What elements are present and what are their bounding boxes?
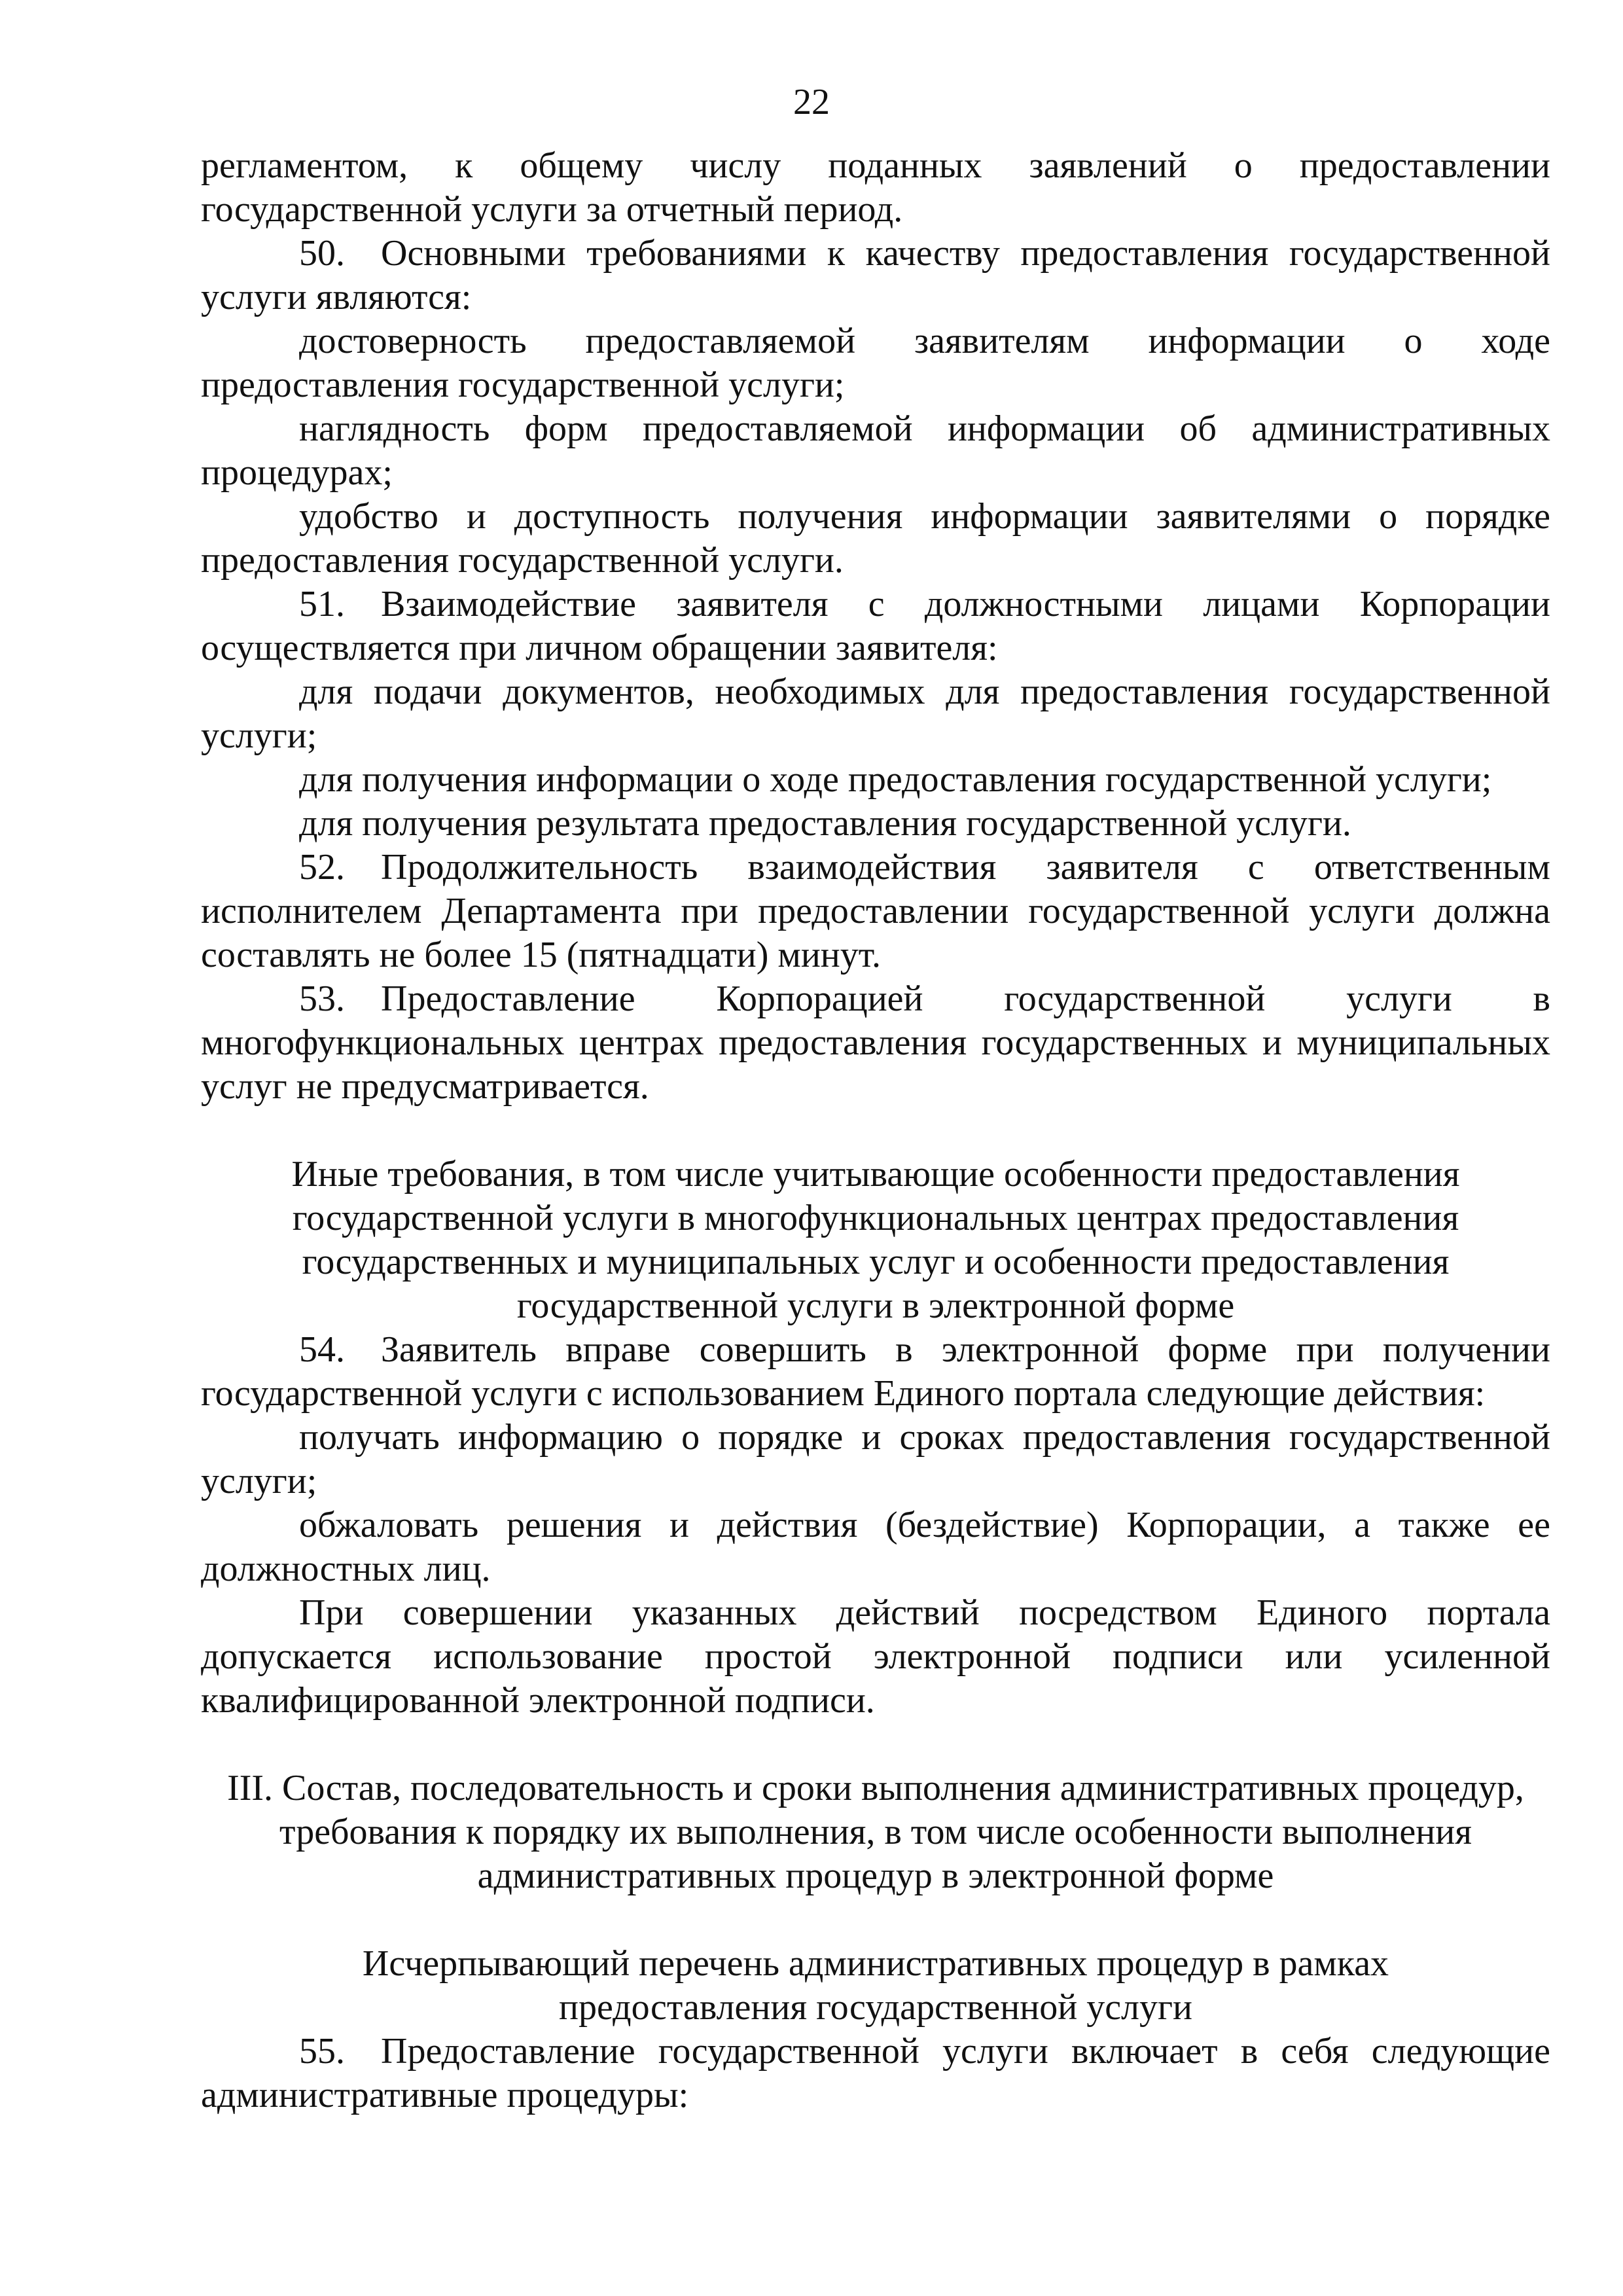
paragraph-text: удобство и доступность получения информации заявителями о порядке предоставления государственной услуги. [201,496,1550,581]
heading-line: государственной услуги в электронной форме [516,1285,1235,1326]
paragraph-number: 52. [299,847,345,888]
paragraph-number: 50. [299,233,345,274]
section-spacer [201,1723,1550,1767]
heading-line: требования к порядку их выполнения, в том числе особенности выполнения [279,1812,1472,1852]
paragraph-number: 53. [299,978,345,1019]
numbered-paragraph [201,583,1550,670]
paragraph-text: получать информацию о порядке и сроках предоставления государственной услуги; [201,1417,1550,1501]
heading-line: III. Состав, последовательность и сроки выполнения административных процедур, [227,1768,1524,1808]
paragraph-text: Продолжительность взаимодействия заявителя с ответственным исполнителем Департамента при предоставлении государственной услуги должна составлять не более 15 (пятнадцати) минут. [201,847,1550,975]
paragraph-text: наглядность форм предоставляемой информации об административных процедурах; [201,408,1550,493]
paragraph-number: 55. [299,2031,345,2072]
paragraph-text: обжаловать решения и действия (бездействие) Корпорации, а также ее должностных лиц. [201,1505,1550,1589]
heading-line: государственной услуги в многофункциональных центрах предоставления [292,1198,1459,1238]
paragraph [201,144,1550,232]
paragraph [201,802,1550,846]
section-heading [201,1153,1550,1328]
paragraph-text: Взаимодействие заявителя с должностными лицами Корпорации осуществляется при личном обращении заявителя: [201,584,1550,668]
numbered-paragraph [201,846,1550,977]
paragraph-text: Заявитель вправе совершить в электронной форме при получении государственной услуги с использованием Единого портала следующие действия: [201,1329,1550,1414]
document-body [201,144,1550,2117]
paragraph [201,1591,1550,1723]
paragraph [201,407,1550,495]
paragraph-text: регламентом, к общему числу поданных заявлений о предоставлении государственной услуги за отчетный период. [201,145,1550,230]
paragraph-text: Предоставление Корпорацией государственной услуги в многофункциональных центрах предоставления государственных и муниципальных услуг не предусматривается. [201,978,1550,1107]
page-number: 22 [793,82,830,122]
heading-line: Исчерпывающий перечень административных процедур в рамках [362,1943,1389,1984]
heading-line: государственных и муниципальных услуг и особенности предоставления [302,1242,1450,1282]
paragraph-number: 51. [299,584,345,624]
heading-line: Иные требования, в том числе учитывающие особенности предоставления [291,1154,1460,1194]
paragraph [201,495,1550,583]
heading-line: предоставления государственной услуги [559,1987,1192,2028]
numbered-paragraph [201,1328,1550,1416]
section-heading [201,1942,1550,2030]
paragraph-text: для получения информации о ходе предоставления государственной услуги; [299,759,1492,800]
paragraph-text: При совершении указанных действий посредством Единого портала допускается использование простой электронной подписи или усиленной квалифицированной электронной подписи. [201,1592,1550,1721]
numbered-paragraph [201,2030,1550,2117]
paragraph [201,319,1550,407]
paragraph [201,1503,1550,1591]
section-spacer [201,1898,1550,1942]
paragraph-text: для получения результата предоставления государственной услуги. [299,803,1351,844]
paragraph-number: 54. [299,1329,345,1370]
paragraph [201,670,1550,758]
paragraph [201,758,1550,802]
paragraph-text: достоверность предоставляемой заявителям информации о ходе предоставления государственной услуги; [201,321,1550,405]
heading-line: административных процедур в электронной форме [477,1856,1274,1896]
numbered-paragraph [201,977,1550,1109]
paragraph-text: Основными требованиями к качеству предоставления государственной услуги являются: [201,233,1550,317]
numbered-paragraph [201,232,1550,319]
paragraph-text: для подачи документов, необходимых для предоставления государственной услуги; [201,672,1550,756]
section-heading [201,1767,1550,1898]
paragraph-text: Предоставление государственной услуги включает в себя следующие административные процедуры: [201,2031,1550,2115]
paragraph [201,1416,1550,1503]
section-spacer [201,1109,1550,1153]
